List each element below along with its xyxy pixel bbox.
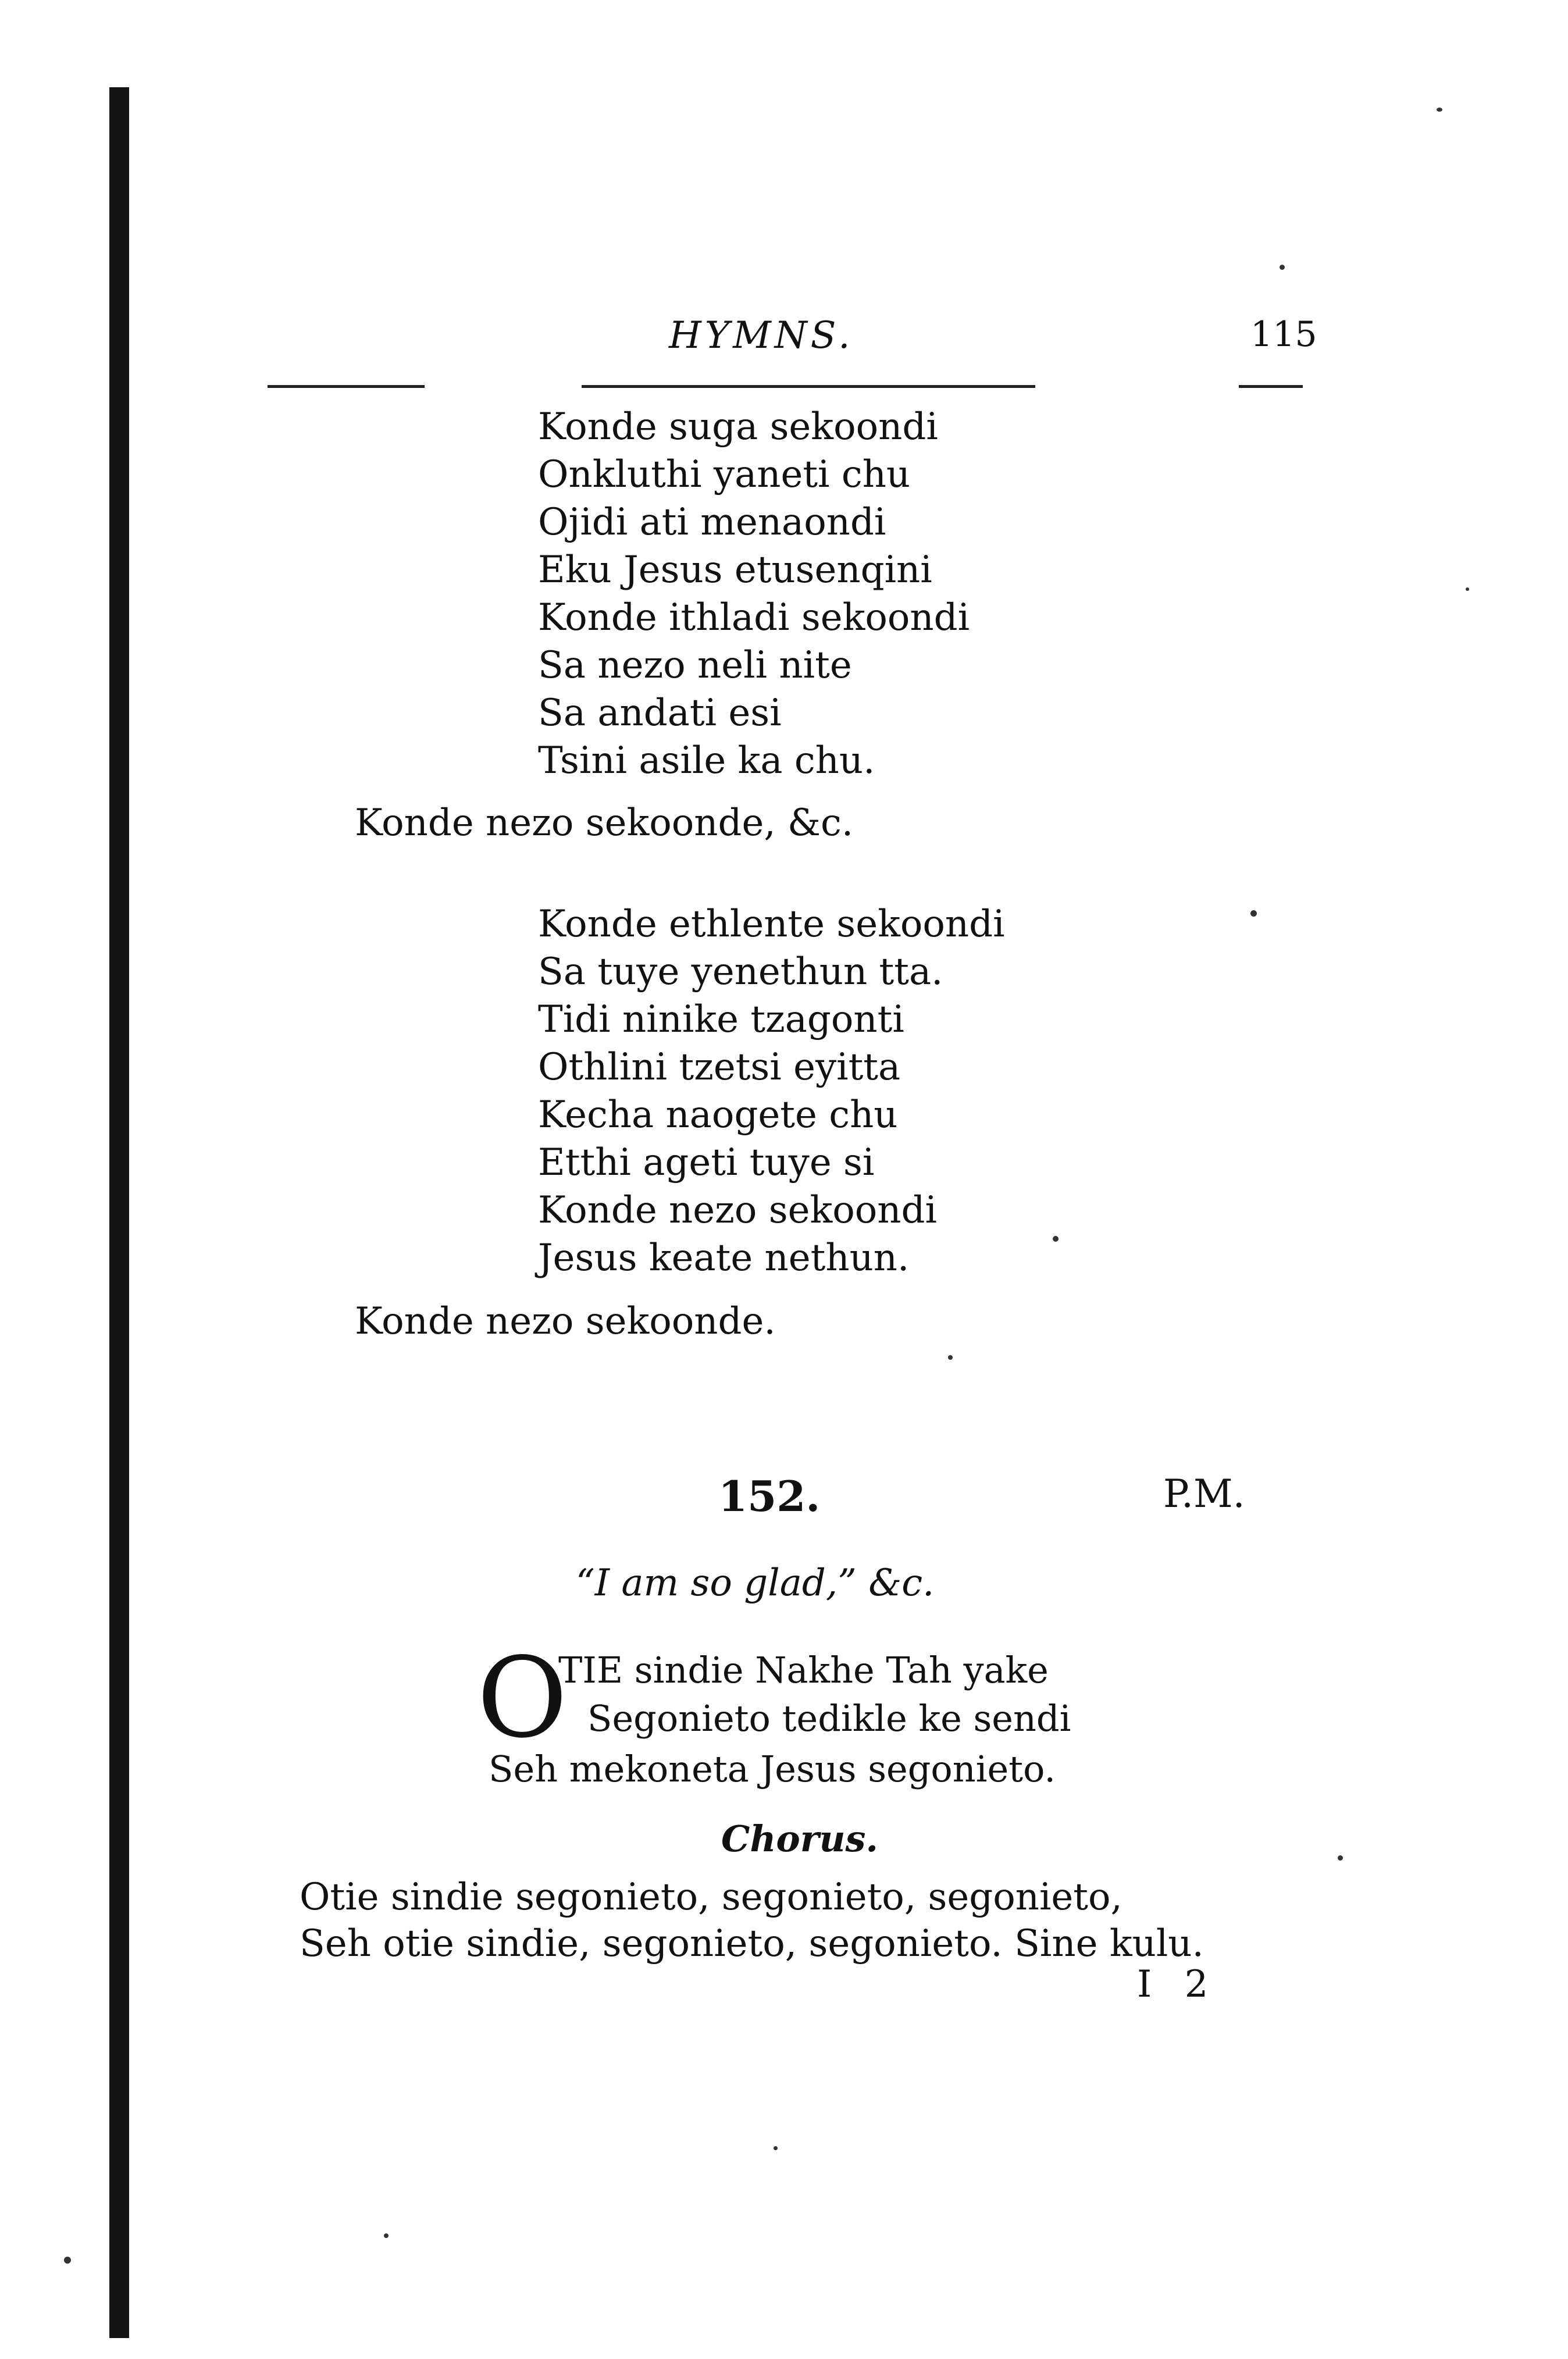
scan-speck	[1466, 587, 1469, 591]
printer-signature-mark: I 2	[1137, 1963, 1219, 2006]
verse-line: Sa andati esi	[538, 692, 782, 735]
page-number: 115	[1250, 314, 1317, 355]
drop-cap: O	[477, 1634, 568, 1762]
binding-edge	[109, 87, 129, 2338]
hymn-number: 152.	[718, 1471, 821, 1521]
header-rule-right	[1239, 385, 1303, 388]
scan-speck	[384, 2233, 389, 2238]
verse-line: Ojidi ati menaondi	[538, 501, 886, 544]
verse-line: Konde ithladi sekoondi	[538, 596, 970, 639]
stanza-line: Segonieto tedikle ke sendi	[587, 1697, 1071, 1740]
verse-line: Eku Jesus etusenqini	[538, 548, 932, 591]
scan-speck	[1280, 265, 1285, 270]
scan-speck	[1437, 108, 1442, 112]
scan-speck	[1053, 1236, 1059, 1242]
verse-line: Sa nezo neli nite	[538, 644, 852, 687]
verse-1	[538, 403, 970, 785]
verse-line: Konde suga sekoondi	[538, 405, 938, 448]
verse-line: Jesus keate nethun.	[538, 1236, 910, 1280]
header-rule-center	[582, 385, 1035, 388]
verse-line: Konde ethlente sekoondi	[538, 903, 1005, 946]
scan-speck	[1338, 1855, 1343, 1861]
scan-speck	[64, 2257, 71, 2264]
verse-line: Etthi ageti tuye si	[538, 1141, 875, 1184]
refrain-1: Konde nezo sekoonde, &c.	[355, 801, 854, 844]
hymn-tune-reference: “I am so glad,” &c.	[576, 1562, 935, 1605]
chorus-label: Chorus.	[721, 1818, 879, 1860]
verse-line: Kecha naogete chu	[538, 1093, 898, 1136]
verse-line: Konde nezo sekoondi	[538, 1189, 937, 1232]
stanza-line: Seh mekoneta Jesus segonieto.	[489, 1748, 1056, 1790]
verse-line: Onkluthi yaneti chu	[538, 453, 911, 496]
refrain-2: Konde nezo sekoonde.	[355, 1300, 776, 1343]
scan-speck	[1250, 910, 1257, 917]
running-head-title: HYMNS.	[669, 314, 854, 357]
chorus-line: Seh otie sindie, segonieto, segonieto. Sine kulu.	[300, 1922, 1204, 1965]
hymn-meter: P.M.	[1163, 1471, 1245, 1516]
verse-line: Tsini asile ka chu.	[538, 739, 875, 782]
chorus-line: Otie sindie segonieto, segonieto, segonieto,	[300, 1876, 1122, 1919]
verse-2	[538, 900, 1005, 1282]
scan-speck	[948, 1355, 953, 1360]
verse-line: Sa tuye yenethun tta.	[538, 950, 943, 993]
stanza-line: TIE sindie Nakhe Tah yake	[558, 1649, 1049, 1691]
header-rule-left	[268, 385, 425, 388]
verse-line: Tidi ninike tzagonti	[538, 998, 904, 1041]
verse-line: Othlini tzetsi eyitta	[538, 1046, 901, 1089]
scan-speck	[774, 2146, 778, 2150]
